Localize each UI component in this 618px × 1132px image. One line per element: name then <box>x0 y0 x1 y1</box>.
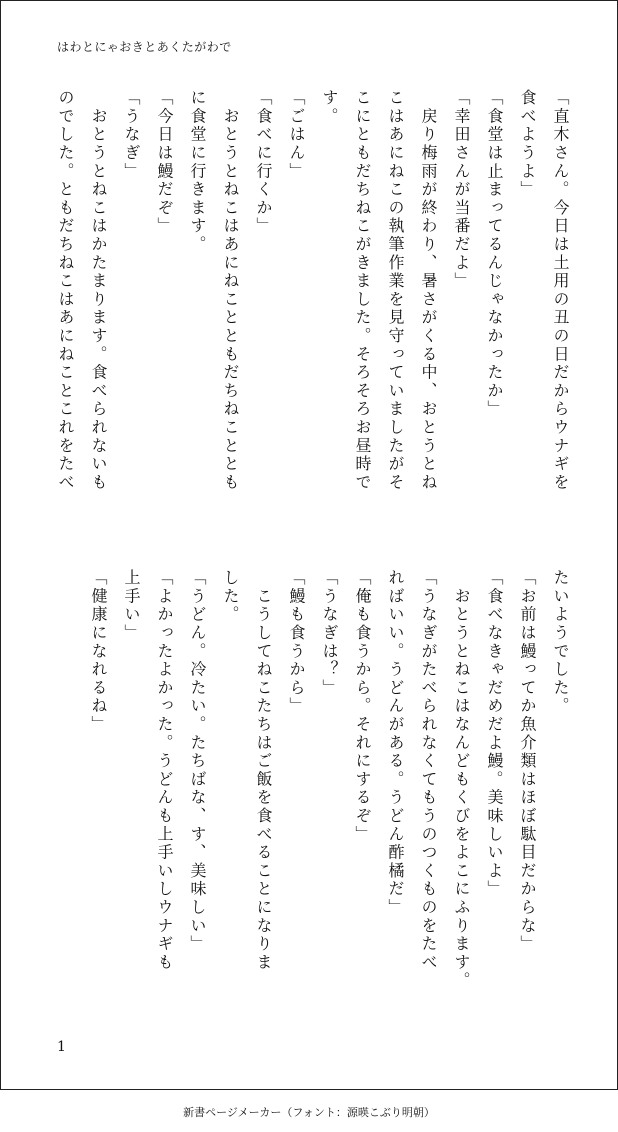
text-line: こにともだちねこがきました。そろそろお昼時で <box>353 89 372 492</box>
text-line: 「よかったよかった。うどんも上手いしウナギも <box>155 569 174 972</box>
text-line: 「食べなきゃだめだよ鰻。美味しいよ」 <box>485 569 504 899</box>
text-line: 「お前は鰻ってか魚介類はほぼ駄目だからな」 <box>518 569 537 954</box>
text-line: おとうとねこはかたまります。食べられないも <box>89 89 108 492</box>
text-line: 「健康になれるね」 <box>89 569 108 734</box>
text-line: 「食べに行くか」 <box>254 89 273 236</box>
text-line: 「食堂は止まってるんじゃなかったか」 <box>485 89 504 419</box>
text-line: 「うどん。冷たい。たちばな、す、美味しい」 <box>188 569 207 954</box>
book-title: はわとにゃおきとあくたがわで <box>57 40 232 54</box>
text-line: した。 <box>221 569 240 624</box>
body-text-lower <box>82 569 577 1009</box>
text-line: 食べようよ」 <box>518 89 537 199</box>
text-line: 「幸田さんが当番だよ」 <box>452 89 471 291</box>
text-line: のでした。ともだちねこはあにねことこれをたべ <box>56 89 75 492</box>
text-line: たいようでした。 <box>551 569 570 716</box>
generator-caption: 新書ページメーカー（フォント：源暎こぶり明朝） <box>183 1106 435 1119</box>
text-line: 「今日は鰻だぞ」 <box>155 89 174 236</box>
text-line: す。 <box>320 89 339 126</box>
text-line: 「俺も食うから。それにするぞ」 <box>353 569 372 844</box>
text-line: ればいい。うどんがある。うどん酢橘だ」 <box>386 569 405 917</box>
text-line: 「ごはん」 <box>287 89 306 181</box>
text-line: に食堂に行きます。 <box>188 89 207 254</box>
text-line: こうしてねこたちはご飯を食べることになりま <box>254 569 273 972</box>
text-line: 「うなぎは？」 <box>320 569 339 698</box>
text-line: おとうとねこはあにねことともだちねこととも <box>221 89 240 492</box>
text-line: 上手い」 <box>122 569 141 643</box>
page-number: 1 <box>57 1039 66 1055</box>
text-line: 「うなぎがたべられなくてもうのつくものをたべ <box>419 569 438 972</box>
body-text-upper <box>49 89 577 529</box>
text-line: 「直木さん。今日は土用の丑の日だからウナギを <box>551 89 570 492</box>
text-line: 戻り梅雨が終わり、暑さがくる中、おとうとね <box>419 89 438 492</box>
text-line: おとうとねこはなんどもくびをよこにふります。 <box>452 569 471 990</box>
text-line: 「うなぎ」 <box>122 89 141 181</box>
text-line: 「鰻も食うから」 <box>287 569 306 716</box>
text-line: こはあにねこの執筆作業を見守っていましたがそ <box>386 89 405 492</box>
